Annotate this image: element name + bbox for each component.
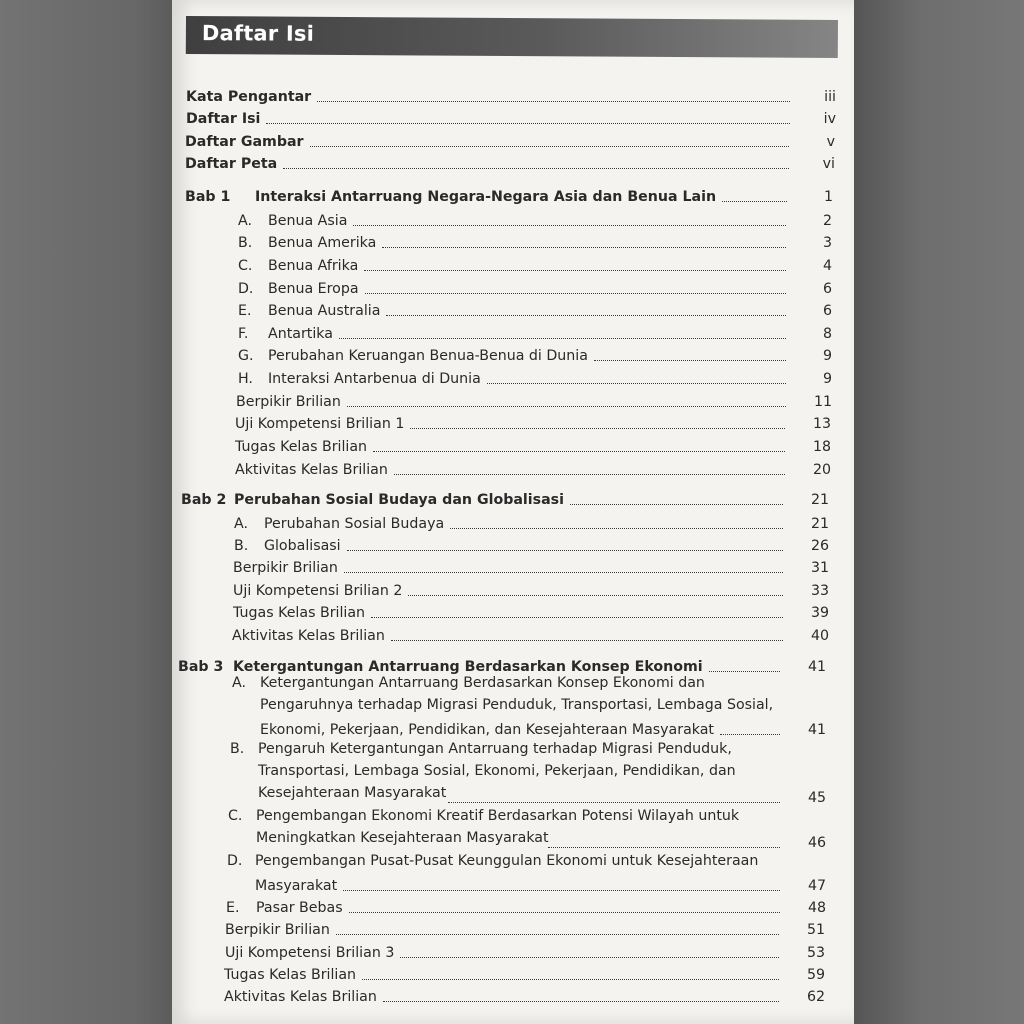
toc-page-number: 9 bbox=[822, 371, 832, 387]
dot-leader bbox=[720, 734, 780, 735]
chapter-title: Perubahan Sosial Budaya dan Globalisasi bbox=[234, 492, 564, 508]
chapter-title: Ketergantungan Antarruang Berdasarkan Konsep Ekonomi bbox=[233, 659, 703, 675]
dot-leader bbox=[383, 1001, 779, 1002]
extra-label: Berpikir Brilian bbox=[225, 922, 330, 938]
section-letter: H. bbox=[238, 371, 253, 387]
section-label-line[interactable]: Kesejahteraan Masyarakat bbox=[258, 785, 447, 801]
toc-extra-berpikir-brilian-1[interactable] bbox=[236, 391, 832, 411]
dot-leader bbox=[408, 595, 783, 596]
dot-leader bbox=[365, 293, 786, 294]
section-letter: C. bbox=[228, 808, 243, 824]
toc-section-1f[interactable] bbox=[238, 323, 832, 343]
page-title: Daftar Isi bbox=[201, 21, 315, 46]
section-label: Globalisasi bbox=[264, 538, 341, 554]
dot-leader bbox=[349, 912, 780, 913]
extra-label: Uji Kompetensi Brilian 3 bbox=[225, 945, 395, 961]
extra-label: Berpikir Brilian bbox=[233, 560, 338, 576]
section-letter: A. bbox=[234, 516, 248, 532]
section-label: Benua Asia bbox=[268, 213, 348, 229]
toc-page-number: 21 bbox=[810, 492, 829, 508]
toc-page-number: 11 bbox=[813, 394, 832, 410]
dot-leader bbox=[336, 934, 779, 935]
section-label: Pasar Bebas bbox=[256, 900, 343, 916]
toc-section-2b[interactable] bbox=[234, 535, 829, 555]
section-label-line[interactable]: Pengaruh Ketergantungan Antarruang terhadap Migrasi Penduduk, bbox=[258, 741, 732, 757]
dot-leader bbox=[548, 847, 780, 848]
section-letter: D. bbox=[238, 281, 254, 297]
toc-chapter-bab-3[interactable] bbox=[178, 656, 826, 676]
dot-leader bbox=[450, 528, 783, 529]
section-letter: A. bbox=[232, 675, 246, 691]
section-letter: B. bbox=[234, 538, 249, 554]
background-right bbox=[854, 0, 1024, 1024]
dot-leader bbox=[364, 270, 786, 271]
extra-label: Uji Kompetensi Brilian 2 bbox=[233, 583, 403, 599]
toc-page-number: 2 bbox=[822, 213, 832, 229]
toc-chapter-bab-1[interactable] bbox=[185, 186, 833, 206]
dot-leader bbox=[310, 146, 789, 147]
toc-page-number: 21 bbox=[810, 516, 829, 532]
toc-extra-uji-kompetensi-1[interactable] bbox=[235, 413, 831, 433]
toc-page-number: 62 bbox=[806, 989, 825, 1005]
toc-entry-label: Daftar Gambar bbox=[185, 134, 304, 150]
dot-leader bbox=[347, 406, 786, 407]
chapter-title: Interaksi Antarruang Negara-Negara Asia dan Benua Lain bbox=[255, 189, 717, 205]
toc-page-number: 18 bbox=[812, 439, 831, 455]
section-label-line[interactable]: Pengembangan Ekonomi Kreatif Berdasarkan Potensi Wilayah untuk bbox=[256, 808, 740, 824]
section-label-line: Masyarakat bbox=[255, 878, 338, 894]
extra-label: Tugas Kelas Brilian bbox=[235, 439, 368, 455]
toc-section-1c[interactable] bbox=[238, 255, 832, 275]
section-label: Benua Eropa bbox=[268, 281, 359, 297]
toc-page-number: 8 bbox=[822, 326, 832, 342]
toc-entry-kata-pengantar[interactable] bbox=[186, 86, 836, 106]
toc-page-number: 6 bbox=[822, 281, 832, 297]
toc-section-1e[interactable] bbox=[238, 300, 832, 320]
section-label: Benua Afrika bbox=[268, 258, 359, 274]
toc-page-number: 1 bbox=[823, 189, 833, 205]
toc-page-number: 48 bbox=[807, 900, 826, 916]
section-letter: E. bbox=[226, 900, 240, 916]
section-letter: G. bbox=[238, 348, 254, 364]
toc-page-number: 46 bbox=[807, 835, 826, 851]
toc-page-number: v bbox=[826, 134, 835, 150]
toc-chapter-bab-2[interactable] bbox=[181, 489, 829, 509]
section-label-line[interactable]: Pengaruhnya terhadap Migrasi Penduduk, Transportasi, Lembaga Sosial, bbox=[260, 697, 774, 713]
dot-leader bbox=[362, 979, 779, 980]
toc-entry-label: Daftar Peta bbox=[185, 156, 278, 172]
dot-leader bbox=[317, 101, 790, 102]
toc-extra-aktivitas-kelas-3[interactable] bbox=[224, 986, 825, 1006]
toc-page-number: 31 bbox=[810, 560, 829, 576]
toc-section-3d[interactable] bbox=[255, 875, 826, 895]
extra-label: Aktivitas Kelas Brilian bbox=[224, 989, 377, 1005]
toc-section-3e[interactable] bbox=[226, 897, 826, 917]
toc-extra-tugas-kelas-2[interactable] bbox=[233, 602, 829, 622]
dot-leader bbox=[709, 671, 780, 672]
dot-leader bbox=[353, 225, 786, 226]
toc-section-1d[interactable] bbox=[238, 278, 832, 298]
toc-page-number: 45 bbox=[807, 790, 826, 806]
dot-leader bbox=[339, 338, 786, 339]
toc-page-number: 4 bbox=[822, 258, 832, 274]
toc-extra-tugas-kelas-1[interactable] bbox=[235, 436, 831, 456]
toc-extra-aktivitas-kelas-2[interactable] bbox=[232, 625, 829, 645]
section-label-line[interactable]: Meningkatkan Kesejahteraan Masyarakat bbox=[256, 830, 549, 846]
toc-page-number: 59 bbox=[806, 967, 825, 983]
toc-extra-uji-kompetensi-3[interactable] bbox=[225, 942, 825, 962]
toc-section-1b[interactable] bbox=[238, 232, 832, 252]
toc-extra-uji-kompetensi-2[interactable] bbox=[233, 580, 829, 600]
toc-entry-label: Daftar Isi bbox=[186, 111, 261, 127]
toc-entry-daftar-isi[interactable] bbox=[186, 108, 836, 128]
toc-page-number: 41 bbox=[807, 659, 826, 675]
toc-section-3b-leader[interactable] bbox=[442, 787, 826, 807]
dot-leader bbox=[570, 504, 783, 505]
section-label: Perubahan Sosial Budaya bbox=[264, 516, 445, 532]
dot-leader bbox=[347, 550, 783, 551]
toc-extra-aktivitas-kelas-1[interactable] bbox=[235, 459, 831, 479]
toc-page-number: 9 bbox=[822, 348, 832, 364]
toc-entry-daftar-gambar[interactable] bbox=[185, 131, 835, 151]
dot-leader bbox=[594, 360, 786, 361]
dot-leader bbox=[371, 617, 783, 618]
section-letter: B. bbox=[230, 741, 245, 757]
dot-leader bbox=[382, 247, 786, 248]
section-letter: B. bbox=[238, 235, 253, 251]
extra-label: Tugas Kelas Brilian bbox=[233, 605, 366, 621]
dot-leader bbox=[391, 640, 783, 641]
toc-extra-berpikir-brilian-2[interactable] bbox=[233, 557, 829, 577]
toc-section-1g[interactable] bbox=[238, 345, 832, 365]
toc-page-number: vi bbox=[822, 156, 835, 172]
section-letter: D. bbox=[227, 853, 243, 869]
toc-page-number: 53 bbox=[806, 945, 825, 961]
dot-leader bbox=[283, 168, 789, 169]
toc-page-number: 26 bbox=[810, 538, 829, 554]
section-letter: F. bbox=[238, 326, 249, 342]
toc-section-1h[interactable] bbox=[238, 368, 832, 388]
section-letter: C. bbox=[238, 258, 253, 274]
extra-label: Tugas Kelas Brilian bbox=[224, 967, 357, 983]
toc-page-number: 6 bbox=[822, 303, 832, 319]
section-label: Interaksi Antarbenua di Dunia bbox=[268, 371, 481, 387]
toc-page-number: 51 bbox=[806, 922, 825, 938]
section-label: Benua Australia bbox=[268, 303, 381, 319]
background-left bbox=[0, 0, 172, 1024]
section-letter: E. bbox=[238, 303, 252, 319]
section-label: Benua Amerika bbox=[268, 235, 377, 251]
toc-section-3a[interactable] bbox=[260, 719, 826, 739]
toc-page-number: iv bbox=[823, 111, 836, 127]
chapter-number: Bab 1 bbox=[185, 189, 231, 205]
dot-leader bbox=[343, 890, 780, 891]
section-letter: A. bbox=[238, 213, 252, 229]
dot-leader bbox=[722, 201, 787, 202]
toc-page-number: 33 bbox=[810, 583, 829, 599]
toc-entry-daftar-peta[interactable] bbox=[185, 153, 835, 173]
toc-page-number: iii bbox=[824, 89, 836, 105]
toc-section-1a[interactable] bbox=[238, 210, 832, 230]
extra-label: Aktivitas Kelas Brilian bbox=[235, 462, 388, 478]
extra-label: Aktivitas Kelas Brilian bbox=[232, 628, 385, 644]
toc-section-2a[interactable] bbox=[234, 513, 829, 533]
extra-label: Uji Kompetensi Brilian 1 bbox=[235, 416, 405, 432]
dot-leader bbox=[448, 802, 780, 803]
toc-page-number: 39 bbox=[810, 605, 829, 621]
toc-page-number: 40 bbox=[810, 628, 829, 644]
section-label-line: Ekonomi, Pekerjaan, Pendidikan, dan Kesejahteraan Masyarakat bbox=[260, 722, 714, 738]
toc-page-number: 3 bbox=[822, 235, 832, 251]
book-page bbox=[172, 0, 854, 1024]
table-of-contents bbox=[172, 0, 854, 1024]
dot-leader bbox=[266, 123, 790, 124]
dot-leader bbox=[487, 383, 786, 384]
toc-page-number: 13 bbox=[812, 416, 831, 432]
dot-leader bbox=[410, 428, 785, 429]
section-label: Antartika bbox=[268, 326, 333, 342]
section-label-line[interactable]: Transportasi, Lembaga Sosial, Ekonomi, Pekerjaan, Pendidikan, dan bbox=[258, 763, 736, 779]
dot-leader bbox=[394, 474, 785, 475]
dot-leader bbox=[400, 957, 779, 958]
toc-extra-berpikir-brilian-3[interactable] bbox=[225, 919, 825, 939]
toc-extra-tugas-kelas-3[interactable] bbox=[224, 964, 825, 984]
toc-entry-label: Kata Pengantar bbox=[186, 89, 312, 105]
toc-section-3c-leader[interactable] bbox=[542, 832, 826, 852]
toc-page-number: 41 bbox=[807, 722, 826, 738]
toc-page-number: 20 bbox=[812, 462, 831, 478]
dot-leader bbox=[386, 315, 786, 316]
toc-page-number: 47 bbox=[807, 878, 826, 894]
dot-leader bbox=[373, 451, 785, 452]
chapter-number: Bab 2 bbox=[181, 492, 227, 508]
section-label-line[interactable]: Pengembangan Pusat-Pusat Keunggulan Ekonomi untuk Kesejahteraan bbox=[255, 853, 759, 869]
extra-label: Berpikir Brilian bbox=[236, 394, 341, 410]
chapter-number: Bab 3 bbox=[178, 659, 224, 675]
section-label: Perubahan Keruangan Benua-Benua di Dunia bbox=[268, 348, 588, 364]
dot-leader bbox=[344, 572, 783, 573]
section-label-line[interactable]: Ketergantungan Antarruang Berdasarkan Konsep Ekonomi dan bbox=[260, 675, 705, 691]
